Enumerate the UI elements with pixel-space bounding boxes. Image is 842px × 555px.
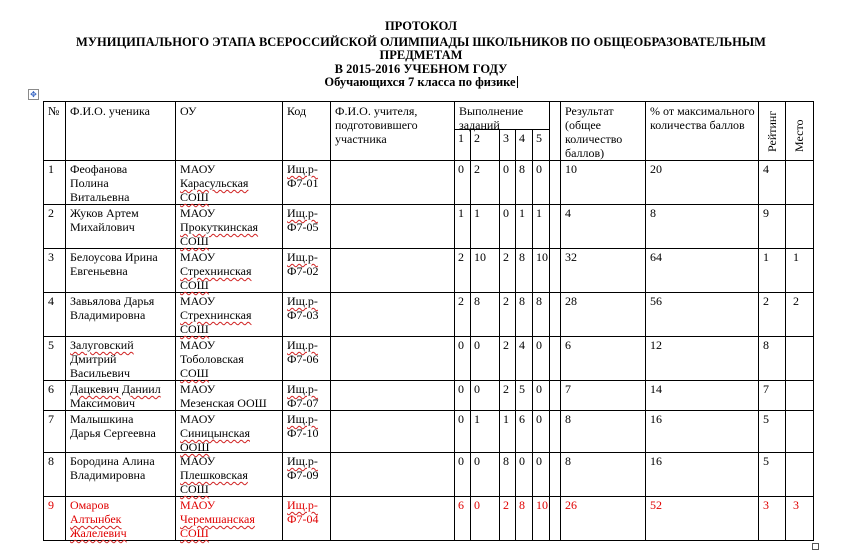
table-row-code — [287, 338, 332, 366]
table-row-rating: 9 — [763, 206, 769, 220]
table-row-task-score: 10 — [474, 250, 486, 264]
table-row-school-line: МАОУ — [180, 206, 216, 220]
column-border — [758, 101, 759, 541]
table-row-percent: 8 — [650, 206, 656, 220]
table-row-code-line: Ф7-10 — [287, 426, 319, 440]
table-row-percent: 64 — [650, 250, 662, 264]
table-row-code-line: Ф7-03 — [287, 308, 319, 322]
table-row-task-score: 2 — [474, 162, 480, 176]
table-row-rating: 5 — [763, 454, 769, 468]
table-row-task-score: 2 — [503, 498, 509, 512]
table-row-task-score: 1 — [458, 206, 464, 220]
table-row-school-line: Стрехнинская — [180, 308, 252, 322]
table-row-school-line: СОШ — [180, 482, 209, 496]
table-row-code-line: Ф7-02 — [287, 264, 319, 278]
row-border — [43, 410, 814, 411]
table-row-code-line: Ф7-04 — [287, 512, 319, 526]
row-border — [43, 496, 814, 497]
table-row-school-line: Синицынская — [180, 426, 250, 440]
table-row-percent: 16 — [650, 454, 662, 468]
table-row-task-score: 2 — [503, 250, 509, 264]
table-row-task-score: 4 — [519, 338, 525, 352]
column-border — [515, 129, 516, 541]
table-row-name — [70, 382, 178, 410]
table-row-task-score: 0 — [458, 162, 464, 176]
table-row-school-line: СОШ — [180, 366, 209, 380]
table-row-school-line: СОШ — [180, 526, 209, 540]
table-row-school-line: МАОУ — [180, 250, 216, 264]
olympiad-title: МУНИЦИПАЛЬНОГО ЭТАПА ВСЕРОССИЙСКОЙ ОЛИМПИАДЫ ШКОЛЬНИКОВ ПО ОБЩЕОБРАЗОВАТЕЛЬНЫМ — [76, 35, 766, 49]
table-row-name-line: Евгеньевна — [70, 264, 128, 278]
table-row-school-line: Карасульская — [180, 176, 249, 190]
table-row-school — [180, 338, 285, 380]
table-row-task-score: 0 — [458, 412, 464, 426]
table-row-name — [70, 206, 178, 234]
table-row-school-line: МАОУ — [180, 454, 216, 468]
header-rating: Рейтинг — [765, 110, 779, 152]
table-row-task-score: 0 — [474, 498, 480, 512]
column-border — [560, 101, 561, 541]
table-row-school-line: Черемшанская — [180, 512, 255, 526]
header-tasks: Выполнение заданий — [459, 104, 524, 132]
header-place: Место — [792, 119, 806, 152]
table-row-name-line: Бородина Алина — [70, 454, 155, 468]
table-row-task-score: 2 — [458, 294, 464, 308]
table-row-school — [180, 162, 285, 204]
table-row-school-line: СОШ — [180, 234, 209, 248]
table-move-handle-icon[interactable]: ✥ — [28, 89, 39, 100]
table-row-result: 4 — [565, 206, 571, 220]
table-row-task-score: 6 — [519, 412, 525, 426]
table-row-code — [287, 162, 332, 190]
table-row-school-line: Прокуткинская — [180, 220, 259, 234]
table-resize-handle[interactable] — [812, 543, 819, 550]
table-row-school — [180, 294, 285, 336]
table-row-code — [287, 382, 332, 410]
table-row-name-line: Жуков Артем — [70, 206, 139, 220]
table-row-name — [70, 250, 178, 278]
table-row-name — [70, 338, 178, 380]
table-row-task-score: 6 — [458, 498, 464, 512]
olympiad-title-cont: ПРЕДМЕТАМ — [379, 48, 463, 62]
table-row-name-line: Михайлович — [70, 220, 135, 234]
table-row-code — [287, 498, 332, 526]
table-row-task-score: 1 — [503, 412, 509, 426]
table-row-name-line: Малышкина — [70, 412, 134, 426]
table-row-school-line: МАОУ — [180, 382, 216, 396]
table-row-code-line: Ищ.р- — [287, 250, 318, 264]
table-top-border — [43, 101, 814, 102]
table-row-code-line: Ищ.р- — [287, 382, 318, 396]
table-row-task-score: 0 — [458, 382, 464, 396]
table-row-school-line: Мезенская ООШ — [180, 396, 267, 410]
row-border — [43, 160, 814, 161]
table-row-task-score: 0 — [458, 338, 464, 352]
table-row-num: 9 — [48, 498, 54, 512]
table-row-task-score: 1 — [536, 206, 542, 220]
table-row-name-line: Залуговский — [70, 338, 134, 352]
table-row-school-line: МАОУ — [180, 294, 216, 308]
column-border — [813, 101, 814, 541]
table-row-school — [180, 382, 285, 410]
table-row-code — [287, 250, 332, 278]
table-row-result: 28 — [565, 294, 577, 308]
header-task-number: 5 — [536, 131, 542, 145]
column-border — [785, 101, 786, 541]
row-border — [43, 540, 814, 541]
row-border — [43, 336, 814, 337]
table-row-name-line: Дарья Сергеевна — [70, 426, 156, 440]
table-row-task-score: 2 — [458, 250, 464, 264]
table-row-num: 6 — [48, 382, 54, 396]
table-row-code-line: Ищ.р- — [287, 162, 318, 176]
table-row-task-score: 0 — [536, 412, 542, 426]
column-border — [65, 101, 66, 541]
table-row-task-score: 0 — [474, 382, 480, 396]
table-row-code-line: Ф7-09 — [287, 468, 319, 482]
column-border — [43, 101, 44, 541]
table-row-code-line: Ищ.р- — [287, 498, 318, 512]
table-row-place: 3 — [793, 498, 799, 512]
table-row-name-line: Белоусова Ирина — [70, 250, 158, 264]
table-row-school — [180, 498, 285, 540]
table-row-result: 10 — [565, 162, 577, 176]
table-row-name-line: Владимировна — [70, 308, 146, 322]
table-row-percent: 52 — [650, 498, 662, 512]
header-task-number: 1 — [458, 131, 464, 145]
table-row-school-line: Плешковская — [180, 468, 248, 482]
row-border — [43, 248, 814, 249]
column-border — [499, 129, 500, 541]
table-row-percent: 14 — [650, 382, 662, 396]
table-row-task-score: 8 — [503, 454, 509, 468]
table-row-num: 3 — [48, 250, 54, 264]
table-row-task-score: 10 — [536, 498, 548, 512]
class-subject-text: Обучающихся 7 класса по физике — [324, 75, 516, 89]
row-border — [43, 292, 814, 293]
table-row-task-score: 8 — [536, 294, 542, 308]
table-row-task-score: 0 — [458, 454, 464, 468]
table-row-school-line: СОШ — [180, 278, 209, 292]
table-row-task-score: 8 — [519, 162, 525, 176]
table-row-task-score: 8 — [519, 294, 525, 308]
table-row-place: 2 — [793, 294, 799, 308]
table-row-task-score: 2 — [503, 382, 509, 396]
table-row-task-score: 0 — [503, 206, 509, 220]
header-task-number: 4 — [519, 131, 525, 145]
header-num: № — [48, 104, 60, 118]
table-row-code-line: Ф7-05 — [287, 220, 319, 234]
table-row-name-line: Владимировна — [70, 468, 146, 482]
table-row-num: 4 — [48, 294, 54, 308]
table-row-name — [70, 162, 178, 204]
column-border — [549, 101, 550, 541]
table-row-task-score: 0 — [536, 338, 542, 352]
table-row-task-score: 2 — [503, 294, 509, 308]
table-row-rating: 2 — [763, 294, 769, 308]
header-code: Код — [287, 104, 307, 118]
table-row-rating: 5 — [763, 412, 769, 426]
table-row-name-line: Максимович — [70, 396, 135, 410]
table-row-rating: 3 — [763, 498, 769, 512]
header-name: Ф.И.О. ученика — [70, 104, 150, 118]
table-row-task-score: 0 — [503, 162, 509, 176]
table-row-num: 8 — [48, 454, 54, 468]
table-row-school-line: МАОУ — [180, 162, 216, 176]
table-row-percent: 56 — [650, 294, 662, 308]
table-row-school-line: МАОУ — [180, 498, 216, 512]
table-row-task-score: 2 — [503, 338, 509, 352]
table-row-percent: 16 — [650, 412, 662, 426]
table-row-task-score: 0 — [474, 454, 480, 468]
table-row-result: 8 — [565, 454, 571, 468]
table-row-result: 26 — [565, 498, 577, 512]
table-row-code-line: Ищ.р- — [287, 206, 318, 220]
table-row-task-score: 0 — [536, 454, 542, 468]
table-row-code — [287, 206, 332, 234]
table-row-percent: 12 — [650, 338, 662, 352]
table-row-rating: 4 — [763, 162, 769, 176]
table-row-rating: 1 — [763, 250, 769, 264]
column-border — [454, 101, 455, 541]
table-row-code-line: Ищ.р- — [287, 454, 318, 468]
table-row-name-line: Феофанова — [70, 162, 128, 176]
table-row-code — [287, 412, 332, 440]
protocol-title: ПРОТОКОЛ — [384, 19, 458, 33]
table-row-school-line: Стрехнинская — [180, 264, 252, 278]
table-row-task-score: 1 — [474, 206, 480, 220]
table-row-name — [70, 294, 178, 322]
table-row-code-line: Ищ.р- — [287, 412, 318, 426]
table-row-name-line: Алтынбек — [70, 512, 122, 526]
table-row-task-score: 0 — [536, 382, 542, 396]
table-row-result: 7 — [565, 382, 571, 396]
table-row-task-score: 8 — [519, 498, 525, 512]
row-border — [43, 380, 814, 381]
table-row-name — [70, 412, 178, 440]
school-year: В 2015-2016 УЧЕБНОМ ГОДУ — [334, 62, 508, 76]
table-row-school — [180, 454, 285, 496]
table-row-name-line: Дацкевич Даниил — [70, 382, 161, 396]
table-row-task-score: 1 — [474, 412, 480, 426]
table-row-school-line: МАОУ — [180, 338, 216, 352]
table-row-name-line: Витальевна — [70, 190, 130, 204]
table-row-code — [287, 454, 332, 482]
header-task-number: 2 — [474, 131, 480, 145]
table-row-task-score: 0 — [536, 162, 542, 176]
table-row-place: 1 — [793, 250, 799, 264]
row-border — [43, 452, 814, 453]
table-row-school-line: МАОУ — [180, 412, 216, 426]
column-border — [645, 101, 646, 541]
header-result: Результат (общее количество баллов) — [565, 104, 623, 160]
header-school: ОУ — [180, 104, 197, 118]
table-row-task-score: 8 — [519, 250, 525, 264]
table-row-school-line: ООШ — [180, 440, 210, 454]
table-row-task-score: 1 — [519, 206, 525, 220]
table-row-task-score: 0 — [474, 338, 480, 352]
header-percent: % от максимального количества баллов — [650, 104, 755, 132]
table-row-code-line: Ф7-07 — [287, 396, 319, 410]
table-row-school-line: СОШ — [180, 322, 209, 336]
table-row-name — [70, 498, 178, 540]
table-row-result: 6 — [565, 338, 571, 352]
table-row-code — [287, 294, 332, 322]
table-row-name-line: Завьялова Дарья — [70, 294, 155, 308]
table-row-school — [180, 412, 285, 454]
row-border — [43, 204, 814, 205]
table-row-num: 7 — [48, 412, 54, 426]
table-row-name-line: Омаров — [70, 498, 110, 512]
table-row-percent: 20 — [650, 162, 662, 176]
column-border — [532, 129, 533, 541]
header-teacher: Ф.И.О. учителя, подготовившего участника — [335, 104, 418, 146]
table-row-task-score: 5 — [519, 382, 525, 396]
table-row-result: 8 — [565, 412, 571, 426]
table-row-num: 5 — [48, 338, 54, 352]
table-row-name-line: Васильевич — [70, 366, 130, 380]
column-border — [470, 129, 471, 541]
header-task-number: 3 — [503, 131, 509, 145]
table-row-name-line: Жалелевич — [70, 526, 127, 540]
table-row-name — [70, 454, 178, 482]
table-row-task-score: 10 — [536, 250, 548, 264]
table-row-code-line: Ф7-06 — [287, 352, 319, 366]
table-row-rating: 8 — [763, 338, 769, 352]
table-row-num: 1 — [48, 162, 54, 176]
table-row-school — [180, 250, 285, 292]
table-row-school-line: СОШ — [180, 190, 209, 204]
table-row-name-line: Дмитрий — [70, 352, 117, 366]
table-row-name-line: Полина — [70, 176, 109, 190]
table-row-task-score: 8 — [474, 294, 480, 308]
table-row-school — [180, 206, 285, 248]
table-row-code-line: Ищ.р- — [287, 338, 318, 352]
table-row-num: 2 — [48, 206, 54, 220]
table-row-task-score: 0 — [519, 454, 525, 468]
table-row-rating: 7 — [763, 382, 769, 396]
table-row-code-line: Ищ.р- — [287, 294, 318, 308]
table-row-code-line: Ф7-01 — [287, 176, 319, 190]
table-row-result: 32 — [565, 250, 577, 264]
table-row-school-line: Тоболовская — [180, 352, 244, 366]
